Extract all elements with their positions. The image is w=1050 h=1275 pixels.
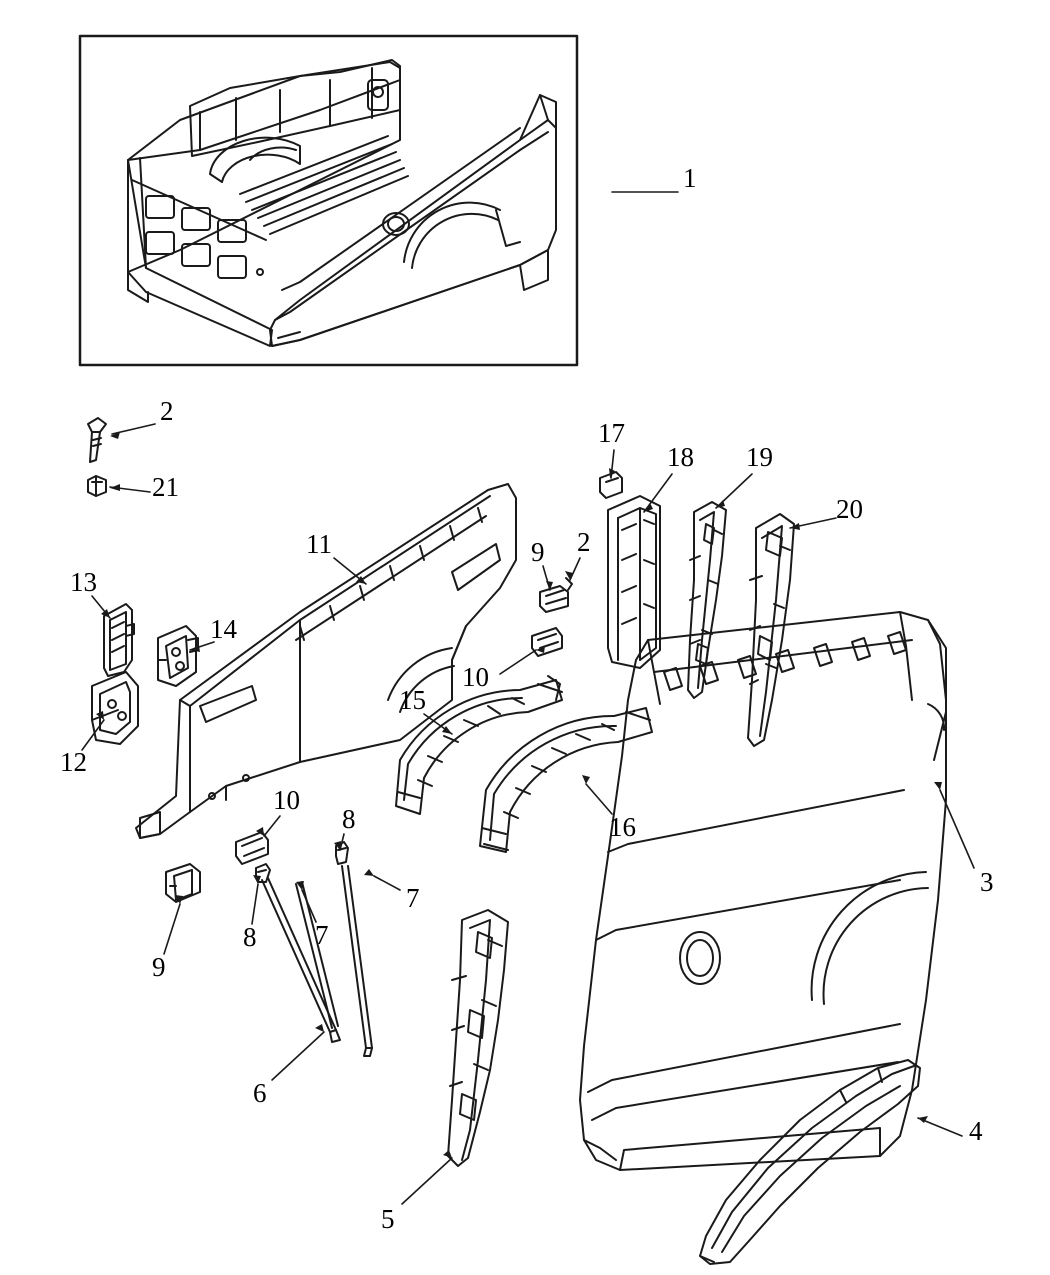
- callout-11[interactable]: 11: [306, 529, 332, 559]
- part-20-front-stake-pillar: [748, 514, 794, 746]
- callout-17[interactable]: 17: [598, 418, 625, 448]
- callout-2-upper[interactable]: 2: [160, 396, 174, 426]
- callout-16[interactable]: 16: [609, 812, 636, 842]
- callout-6[interactable]: 6: [253, 1078, 267, 1108]
- callout-8-lower[interactable]: 8: [243, 922, 257, 952]
- part-1-pickup-box-assembly: [128, 60, 556, 346]
- callout-15[interactable]: 15: [399, 685, 426, 715]
- callout-19[interactable]: 19: [746, 442, 773, 472]
- callout-10-lower[interactable]: 10: [273, 785, 300, 815]
- part-18-rear-corner-pillar: [608, 496, 660, 668]
- part-3-outer-side-panel: [580, 612, 946, 1170]
- callout-9-lower[interactable]: 9: [152, 952, 166, 982]
- callout-13[interactable]: 13: [70, 567, 97, 597]
- part-10-plate-bracket-upper: [532, 628, 562, 656]
- part-19-center-stake-pillar: [688, 502, 726, 698]
- part-9-bracket-retainer-lower: [166, 864, 200, 902]
- callout-4[interactable]: 4: [969, 1116, 983, 1146]
- part-7-support-rod-a: [342, 866, 372, 1056]
- callout-20[interactable]: 20: [836, 494, 863, 524]
- callout-8-upper[interactable]: 8: [342, 804, 356, 834]
- callout-5[interactable]: 5: [381, 1204, 395, 1234]
- part-12-corner-gusset-bracket: [92, 672, 138, 744]
- part-14-striker-bracket: [158, 626, 198, 686]
- part-2-bolt-lower: [566, 578, 572, 590]
- callout-2-lower[interactable]: 2: [577, 527, 591, 557]
- callout-21[interactable]: 21: [152, 472, 179, 502]
- part-2-bolt-upper: [88, 418, 106, 462]
- part-5-inner-reinforcement-rail: [448, 910, 508, 1166]
- part-10-plate-bracket-lower: [236, 832, 268, 864]
- leader-lines: [82, 192, 974, 1204]
- part-9-bracket-retainer-upper: [540, 586, 568, 612]
- callout-7-upper[interactable]: 7: [406, 883, 420, 913]
- callout-1[interactable]: 1: [683, 163, 697, 193]
- callout-12[interactable]: 12: [60, 747, 87, 777]
- callout-7-lower[interactable]: 7: [315, 920, 329, 950]
- part-21-nut: [88, 476, 106, 496]
- callout-3[interactable]: 3: [980, 867, 994, 897]
- callout-14[interactable]: 14: [210, 614, 237, 644]
- callout-10-upper[interactable]: 10: [462, 662, 489, 692]
- callout-9-upper[interactable]: 9: [531, 537, 545, 567]
- callout-18[interactable]: 18: [667, 442, 694, 472]
- part-4-lower-side-molding: [700, 1060, 920, 1264]
- leader-arrowheads: [96, 432, 942, 1158]
